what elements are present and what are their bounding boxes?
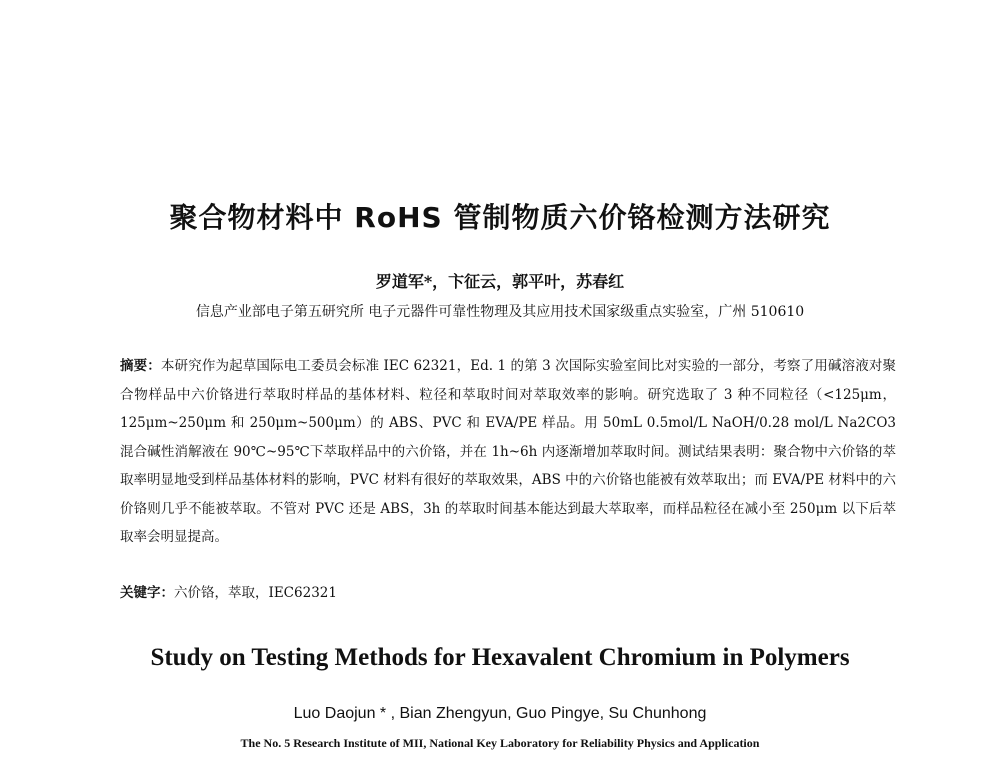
abstract-label: 摘要： [120,358,161,374]
chinese-authors: 罗道军*，卞征云，郭平叶，苏春红 [375,272,625,291]
chinese-abstract [120,352,896,552]
chinese-title: 聚合物材料中 RoHS 管制物质六价铬检测方法研究 [169,201,831,234]
keywords-text: 六价铬，萃取，IEC62321 [174,585,337,601]
chinese-affiliation: 信息产业部电子第五研究所 电子元器件可靠性物理及其应用技术国家级重点实验室，广州 510610 [195,304,805,320]
abstract-text: 本研究作为起草国际电工委员会标准 IEC 62321，Ed. 1 的第 3 次国际实验室间比对实验的一部分，考察了用碱溶液对聚合物样品中六价铬进行萃取时样品的基体材料、粒径和萃取时间对萃取效率的影响。研究选取了 3 种不同粒径（<125μm，125μm~250μm 和 250μm~500μm）的 ABS、PVC 和 EVA/PE 样品。用 50mL 0.5mol/L NaOH/0.28 mol/L Na2CO3 混合碱性消解液在 90℃~95℃下萃取样品中的六价铬，并在 1h~6h 内逐渐增加萃取时间。测试结果表明：聚合物中六价铬的萃取率明显地受到样品基体材料的影响，PVC 材料有很好的萃取效果，ABS 中的六价铬也能被有效萃取出；而 EVA/PE 材料中的六价铬则几乎不能被萃取。不管对 PVC 还是 ABS，3h 的萃取时间基本能达到最大萃取率，而样品粒径在减小至 250μm 以下后萃取率会明显提高。 [120,358,896,545]
english-title: Study on Testing Methods for Hexavalent Chromium in Polymers [150,644,850,671]
english-affiliation: The No. 5 Research Institute of MII, National Key Laboratory for Reliability Physics and Application [240,736,760,750]
english-authors: Luo Daojun * , Bian Zhengyun, Guo Pingye, Su Chunhong [293,705,707,722]
keywords-label: 关键字： [120,585,174,601]
chinese-keywords [120,579,896,607]
